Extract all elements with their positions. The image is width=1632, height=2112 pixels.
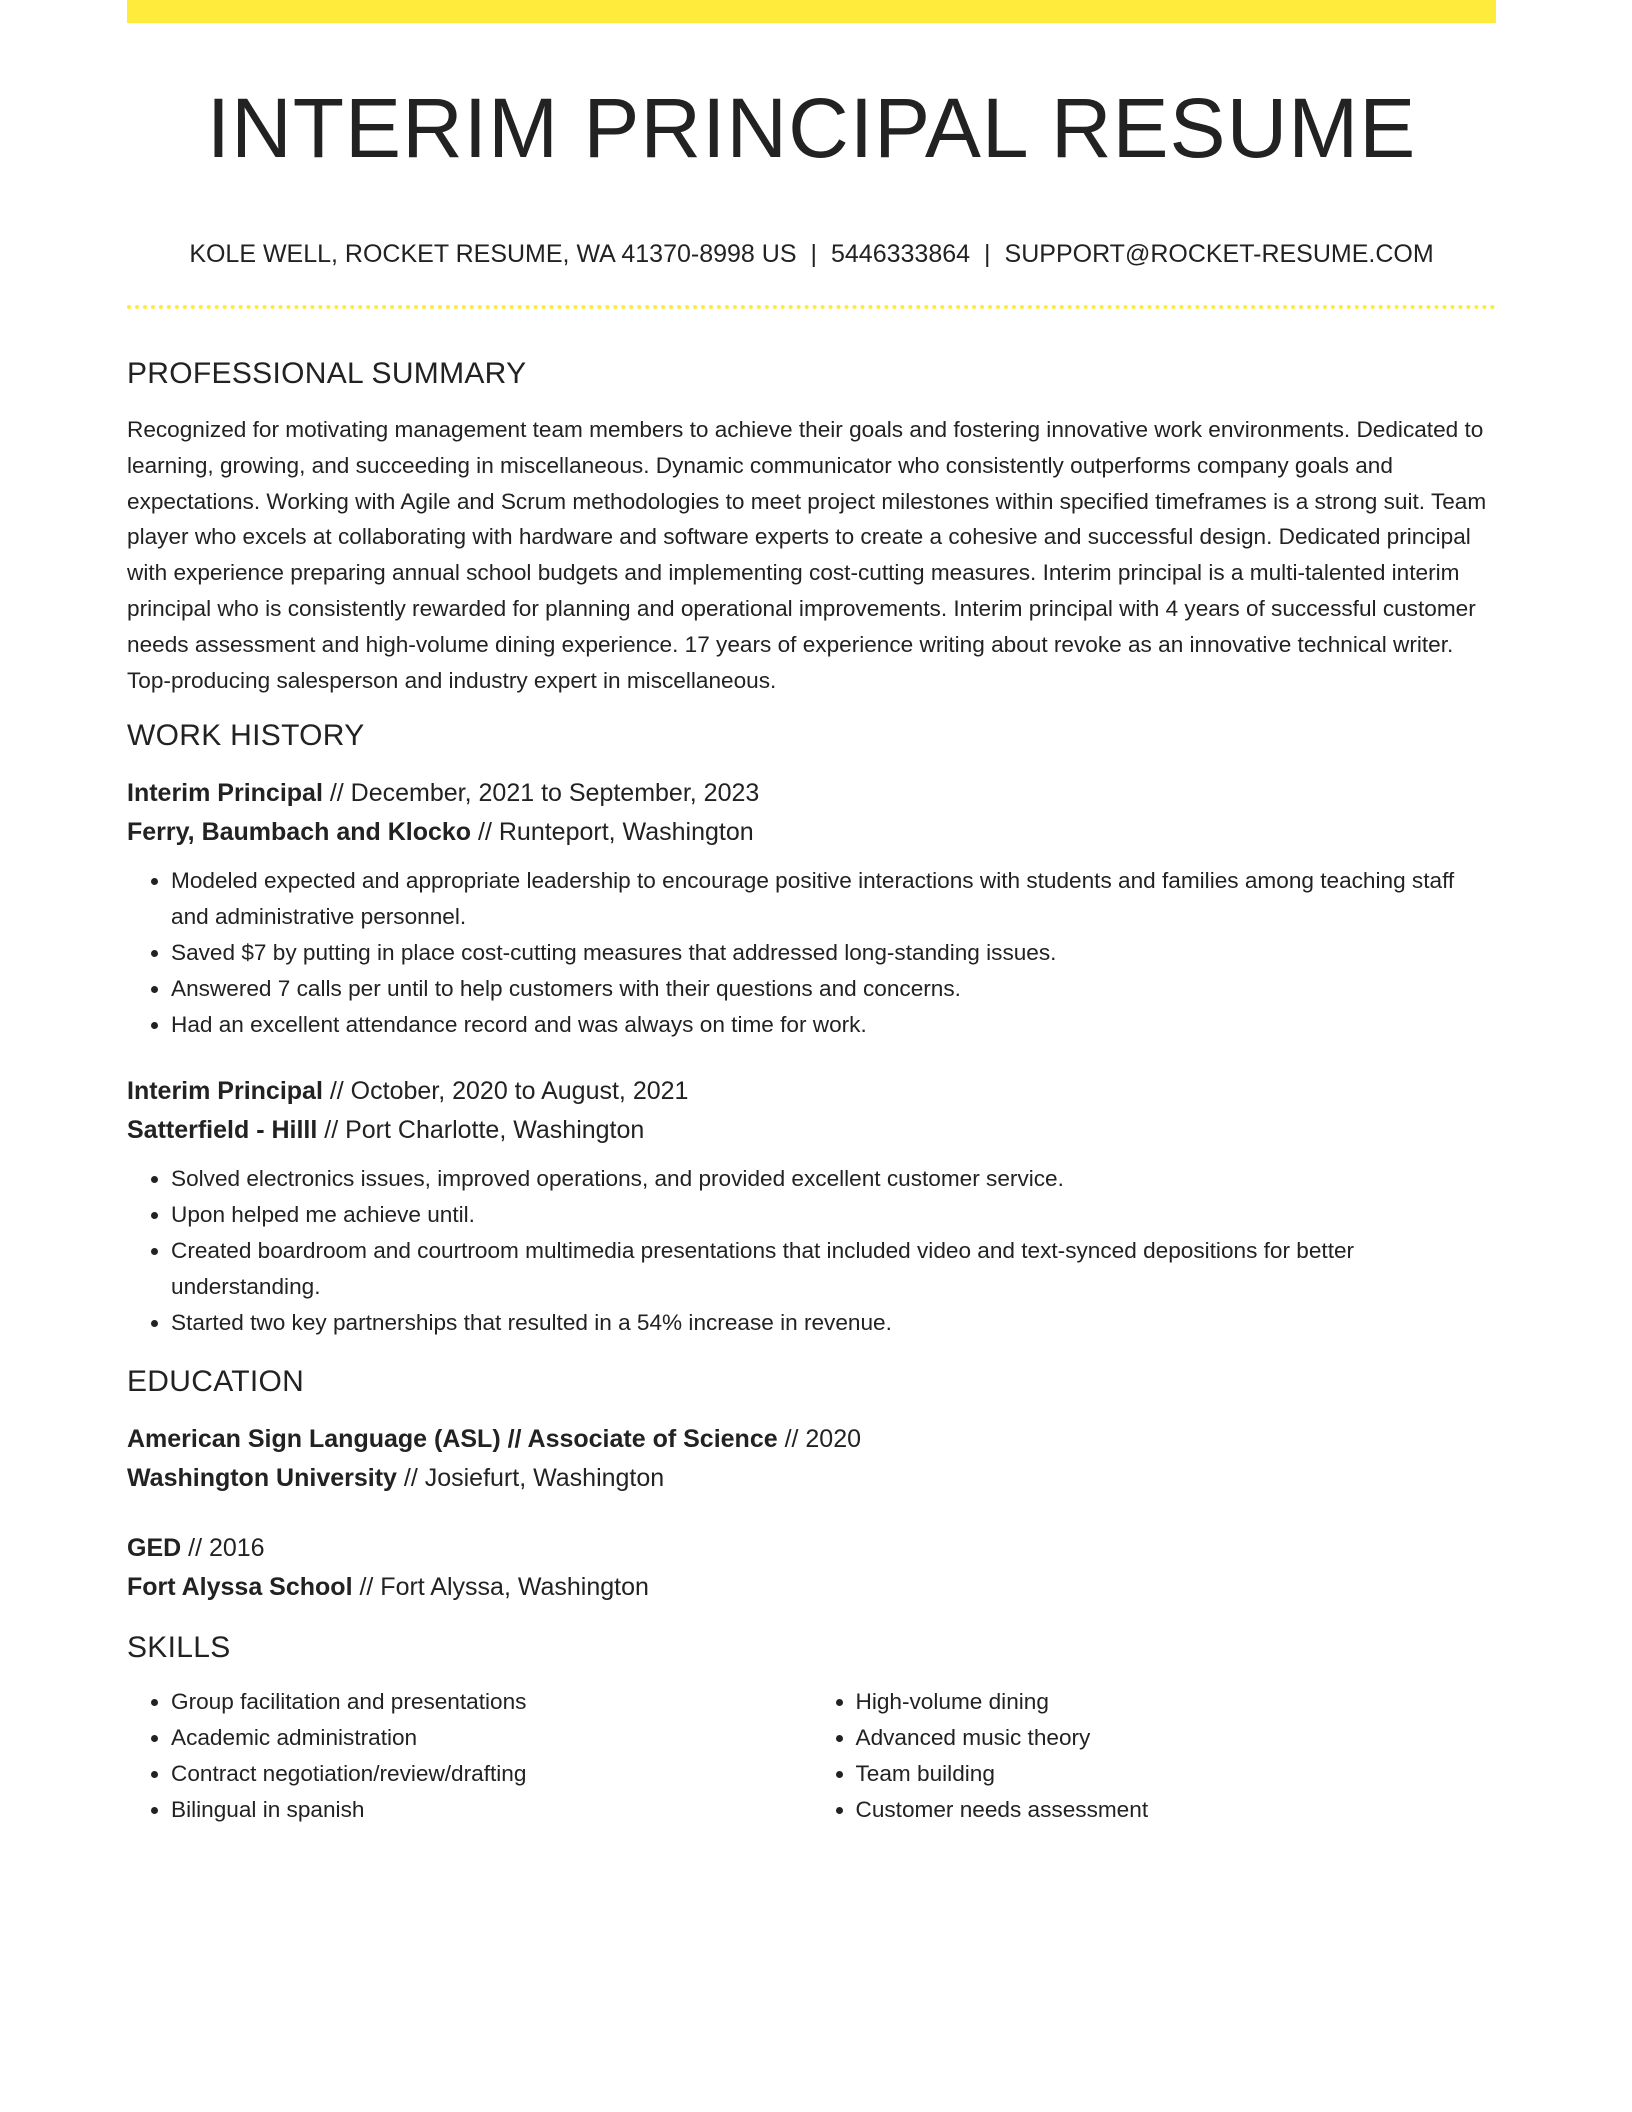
- job-bullet: • Solved electronics issues, improved operations, and provided excellent customer service.: [171, 1161, 1496, 1197]
- job-bullet: • Saved $7 by putting in place cost-cutting measures that addressed long-standing issues.: [171, 935, 1496, 971]
- job-location: // Runteport, Washington: [471, 817, 754, 846]
- school-line: [127, 1459, 1496, 1498]
- skill-item: • Academic administration: [171, 1720, 812, 1756]
- degree-year: // 2016: [181, 1534, 265, 1563]
- degree-year: // 2020: [777, 1425, 862, 1454]
- summary-section: [127, 350, 1496, 698]
- education-entry: [127, 1529, 1496, 1606]
- summary-text: Recognized for motivating management team members to achieve their goals and fostering innovative work environments. Dedicated to learning, growing, and succeeding in miscellaneous. Dynamic communicator who consistently outperforms company goals and expectations. Working with Agile and Scrum methodologies to meet project milestones within specified timeframes is a strong suit. Team player who excels at collaborating with hardware and software experts to create a cohesive and successful design. Dedicated principal with experience preparing annual school budgets and implementing cost-cutting measures. Interim principal is a multi-talented interim principal who is consistently rewarded for planning and operational improvements. Interim principal with 4 years of successful customer needs assessment and high-volume dining experience. 17 years of experience writing about revoke as an innovative technical writer. Top-producing salesperson and industry expert in miscellaneous.: [127, 417, 1487, 693]
- school-location: // Fort Alyssa, Washington: [352, 1572, 649, 1601]
- job-title-line: [127, 774, 1496, 813]
- job-company-line: [127, 813, 1496, 852]
- skills-columns: [127, 1684, 1496, 1827]
- education-heading: EDUCATION: [127, 1365, 305, 1399]
- job-company-line: [127, 1111, 1496, 1150]
- job-entry: [127, 1072, 1496, 1340]
- job-title: Interim Principal: [127, 779, 323, 808]
- work-history-section: [127, 712, 1496, 1340]
- skill-item: • Bilingual in spanish: [171, 1792, 812, 1828]
- job-bullet: • Had an excellent attendance record and was always on time for work.: [171, 1007, 1496, 1043]
- resume-title: INTERIM PRINCIPAL RESUME: [206, 81, 1417, 175]
- job-entry: [127, 774, 1496, 1042]
- degree-name: GED: [127, 1534, 182, 1563]
- skills-heading: SKILLS: [127, 1631, 231, 1665]
- education-section: [127, 1358, 1496, 1606]
- skill-item: • Group facilitation and presentations: [171, 1684, 812, 1720]
- contact-address: KOLE WELL, ROCKET RESUME, WA 41370-8998 US: [189, 240, 797, 268]
- skill-item: • Team building: [856, 1756, 1497, 1792]
- job-company: Satterfield - Hilll: [127, 1115, 318, 1144]
- job-bullet: • Modeled expected and appropriate leadership to encourage positive interactions with students and families among teaching staff and administrative personnel.: [171, 863, 1496, 935]
- degree-name: American Sign Language (ASL) // Associate of Science: [127, 1425, 778, 1454]
- job-title: Interim Principal: [127, 1077, 323, 1106]
- job-bullets: [127, 1161, 1496, 1340]
- work-history-heading: WORK HISTORY: [127, 719, 365, 753]
- degree-line: [127, 1529, 1496, 1568]
- job-bullet: • Started two key partnerships that resulted in a 54% increase in revenue.: [171, 1305, 1496, 1341]
- contact-email: SUPPORT@ROCKET-RESUME.COM: [1004, 240, 1434, 268]
- skills-column-right: [812, 1684, 1497, 1827]
- skill-item: • Advanced music theory: [856, 1720, 1497, 1756]
- degree-line: [127, 1420, 1496, 1459]
- job-dates: // December, 2021 to September, 2023: [322, 779, 760, 808]
- job-dates: // October, 2020 to August, 2021: [322, 1077, 689, 1106]
- job-bullet: • Upon helped me achieve until.: [171, 1197, 1496, 1233]
- skill-item: • High-volume dining: [856, 1684, 1497, 1720]
- school-name: Washington University: [127, 1463, 397, 1492]
- contact-separator: |: [984, 240, 991, 268]
- job-bullets: [127, 863, 1496, 1042]
- education-entry: [127, 1420, 1496, 1497]
- dotted-divider: [127, 305, 1496, 309]
- job-title-line: [127, 1072, 1496, 1111]
- job-bullet: • Created boardroom and courtroom multimedia presentations that included video and text-synced depositions for better understanding.: [171, 1233, 1496, 1305]
- contact-phone: 5446333864: [831, 240, 971, 268]
- job-bullet: • Answered 7 calls per until to help customers with their questions and concerns.: [171, 971, 1496, 1007]
- resume-body: [127, 350, 1496, 1828]
- contact-line: [127, 236, 1496, 272]
- school-line: [127, 1568, 1496, 1607]
- summary-heading: PROFESSIONAL SUMMARY: [127, 357, 527, 390]
- school-name: Fort Alyssa School: [127, 1572, 353, 1601]
- skill-item: • Customer needs assessment: [856, 1792, 1497, 1828]
- accent-top-bar: [127, 0, 1496, 23]
- skills-section: [127, 1624, 1496, 1827]
- skills-column-left: [127, 1684, 812, 1827]
- skill-item: • Contract negotiation/review/drafting: [171, 1756, 812, 1792]
- job-company: Ferry, Baumbach and Klocko: [127, 817, 472, 846]
- school-location: // Josiefurt, Washington: [396, 1463, 665, 1492]
- contact-separator: |: [810, 240, 817, 268]
- job-location: // Port Charlotte, Washington: [317, 1115, 645, 1144]
